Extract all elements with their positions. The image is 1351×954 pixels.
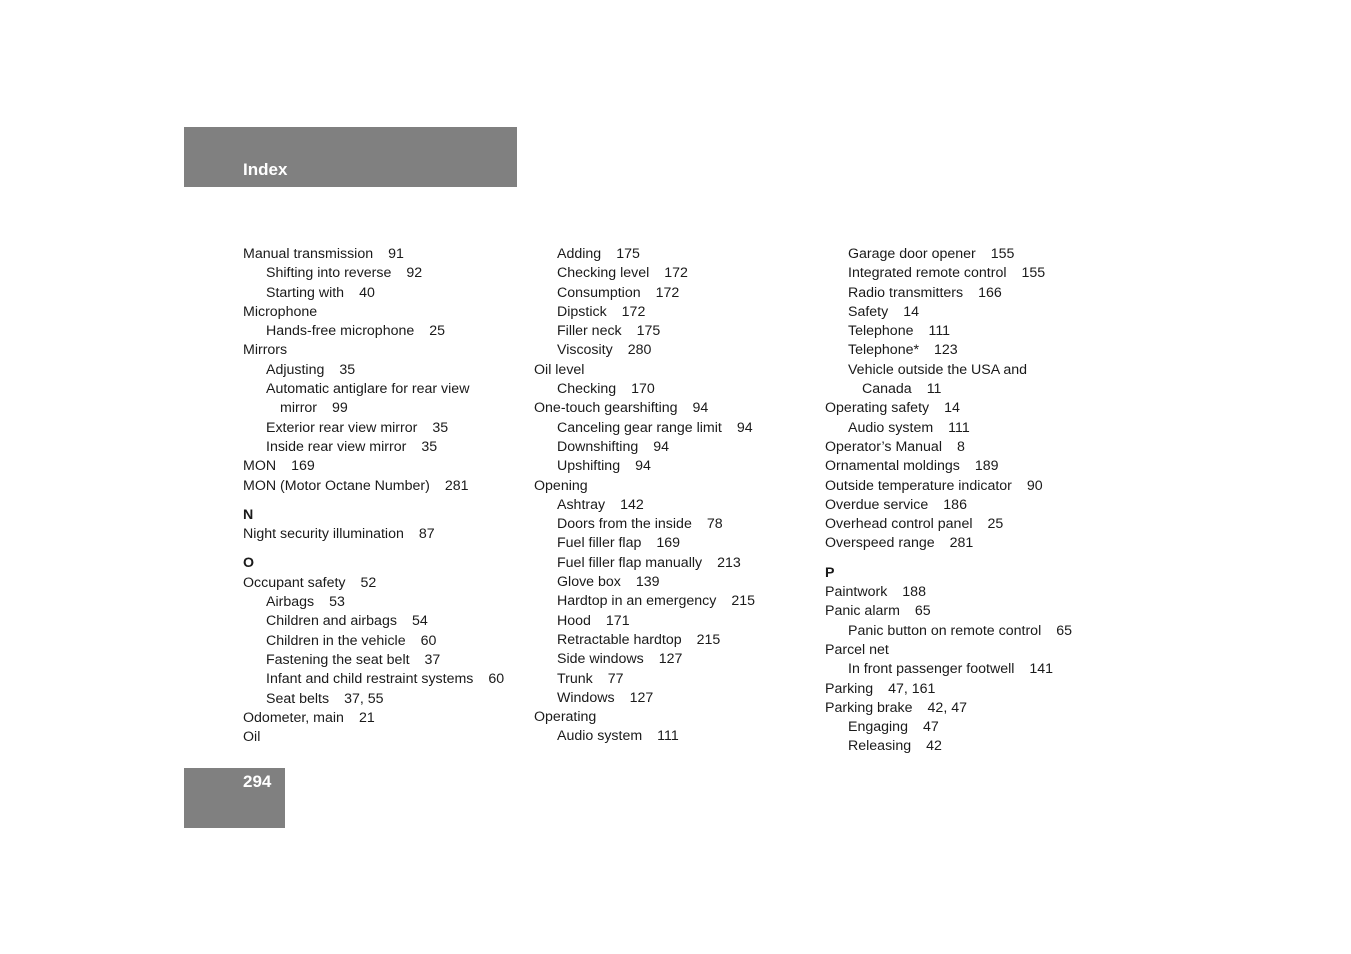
index-page-ref: 42 — [926, 738, 942, 755]
index-page-ref: 171 — [605, 612, 630, 629]
index-page-ref: 78 — [706, 516, 723, 533]
index-subentry — [243, 361, 504, 380]
index-term: Overdue service — [825, 496, 929, 513]
index-term: Odometer, main — [243, 709, 344, 726]
index-page-ref: 127 — [658, 651, 683, 668]
index-page-ref: 155 — [990, 246, 1015, 262]
index-term: Exterior rear view mirror — [266, 419, 418, 436]
index-page-ref: 25 — [429, 323, 446, 340]
index-entry — [243, 341, 504, 360]
index-entry — [825, 399, 1072, 418]
index-page-ref: 139 — [635, 574, 660, 591]
index-letter-heading: N — [243, 506, 254, 523]
index-entry — [825, 583, 1072, 602]
index-subentry — [825, 660, 1072, 679]
index-term: Engaging — [848, 719, 908, 736]
index-term: Windows — [557, 689, 615, 706]
index-subentry — [534, 650, 755, 669]
index-page-ref: 175 — [616, 246, 640, 262]
index-term: Vehicle outside the USA and — [848, 361, 1028, 378]
index-subentry — [243, 380, 504, 399]
index-page-ref: 186 — [943, 496, 967, 513]
index-entry — [825, 477, 1072, 496]
index-term: Telephone* — [848, 342, 919, 359]
index-page-ref: 37, 55 — [344, 690, 384, 707]
index-subentry — [243, 670, 504, 689]
index-subentry — [825, 341, 1072, 360]
index-subentry — [534, 592, 755, 611]
index-column-2 — [534, 245, 755, 747]
index-entry — [243, 303, 504, 322]
index-page-ref: 53 — [329, 594, 345, 611]
index-page-ref: 14 — [903, 303, 920, 320]
index-page-ref: 175 — [636, 323, 661, 340]
index-term: Children in the vehicle — [266, 632, 406, 649]
index-page-ref: 155 — [1021, 265, 1046, 282]
index-subentry — [825, 380, 1072, 399]
index-term: Garage door opener — [848, 246, 976, 262]
index-term: Integrated remote control — [848, 265, 1007, 282]
index-term: Seat belts — [266, 690, 330, 707]
index-term: Audio system — [848, 419, 934, 436]
index-term: Hardtop in an emergency — [557, 593, 717, 610]
index-page-ref: 91 — [388, 246, 404, 262]
index-term: Parking brake — [825, 699, 913, 716]
index-letter-heading: P — [825, 564, 835, 581]
index-subentry — [243, 612, 504, 631]
index-subentry — [243, 264, 504, 283]
index-term: mirror — [280, 400, 318, 417]
index-subentry — [534, 631, 755, 650]
index-entry — [243, 525, 504, 544]
index-term: Shifting into reverse — [266, 265, 392, 282]
index-page-ref: 47, 161 — [888, 680, 936, 697]
index-page-ref: 94 — [692, 400, 709, 417]
index-term: Dipstick — [557, 303, 607, 320]
index-subentry — [243, 399, 504, 418]
index-term: Ashtray — [557, 496, 606, 513]
index-subentry — [534, 573, 755, 592]
index-term: Side windows — [557, 651, 644, 668]
index-term: Automatic antiglare for rear view — [266, 381, 470, 398]
index-page-ref: 111 — [928, 323, 951, 340]
index-entry — [825, 641, 1072, 660]
index-subentry — [534, 245, 755, 264]
page-number-box — [184, 768, 285, 828]
index-term: Outside temperature indicator — [825, 477, 1012, 494]
index-entry — [825, 680, 1072, 699]
index-term: Trunk — [557, 670, 593, 687]
index-subentry — [534, 438, 755, 457]
index-term: Safety — [848, 303, 889, 320]
index-page-ref: 127 — [629, 689, 654, 706]
index-term: Manual transmission — [243, 246, 374, 262]
index-page-ref: 188 — [902, 584, 926, 601]
index-page-ref: 281 — [949, 535, 974, 552]
index-term: Canceling gear range limit — [557, 419, 722, 436]
index-term: Children and airbags — [266, 613, 397, 630]
index-page-ref: 99 — [332, 400, 348, 417]
index-term: Filler neck — [557, 323, 622, 340]
index-term: MON (Motor Octane Number) — [243, 477, 430, 494]
index-page-ref: 172 — [655, 284, 680, 301]
index-page-ref: 123 — [934, 342, 958, 359]
index-subentry — [534, 554, 755, 573]
index-page-ref: 14 — [944, 400, 960, 417]
index-term: Checking level — [557, 265, 650, 282]
index-term: Oil level — [534, 361, 585, 378]
section-header-bar — [184, 127, 517, 187]
index-entry — [825, 515, 1072, 534]
index-term: Inside rear view mirror — [266, 438, 407, 455]
index-page-ref: 94 — [736, 419, 753, 436]
index-page-ref: 172 — [621, 303, 646, 320]
index-subentry — [534, 322, 755, 341]
index-entry — [243, 574, 504, 593]
index-subentry — [534, 727, 755, 746]
index-subentry — [825, 419, 1072, 438]
index-page-ref: 280 — [627, 342, 652, 359]
index-subentry — [534, 515, 755, 534]
index-term: Starting with — [266, 284, 345, 301]
index-page-ref: 90 — [1026, 477, 1043, 494]
index-letter-heading: O — [243, 555, 255, 572]
index-subentry — [534, 689, 755, 708]
index-page-ref: 213 — [717, 554, 741, 571]
index-subentry — [825, 303, 1072, 322]
index-subentry — [825, 737, 1072, 756]
index-term: Upshifting — [557, 458, 621, 475]
index-page-ref: 37 — [424, 651, 441, 668]
index-term: Consumption — [557, 284, 641, 301]
index-term: In front passenger footwell — [848, 661, 1015, 678]
index-subentry — [534, 380, 755, 399]
index-term: Releasing — [848, 738, 912, 755]
index-term: Radio transmitters — [848, 284, 964, 301]
index-page-ref: 281 — [444, 477, 469, 494]
index-subentry — [534, 264, 755, 283]
index-term: MON — [243, 458, 277, 475]
index-page-ref: 65 — [1056, 622, 1073, 639]
index-page-ref: 215 — [696, 631, 721, 648]
index-entry — [534, 399, 755, 418]
index-page-ref: 52 — [360, 574, 377, 591]
index-subentry — [825, 718, 1072, 737]
index-subentry — [243, 419, 504, 438]
index-entry — [243, 728, 504, 747]
index-subentry — [825, 322, 1072, 341]
index-term: Infant and child restraint systems — [266, 671, 474, 688]
index-page-ref: 141 — [1029, 661, 1054, 678]
index-column-1 — [243, 245, 504, 747]
index-subentry — [243, 438, 504, 457]
index-page-ref: 169 — [291, 458, 315, 475]
index-page-ref: 172 — [664, 265, 688, 282]
index-term: Panic button on remote control — [848, 622, 1042, 639]
index-term: Opening — [534, 477, 588, 494]
index-subentry — [825, 264, 1072, 283]
index-term: Canada — [862, 381, 912, 398]
index-page-ref: 142 — [620, 496, 644, 513]
index-subentry — [243, 322, 504, 341]
index-entry — [243, 245, 504, 264]
index-term: Night security illumination — [243, 526, 404, 543]
index-term: Telephone — [848, 323, 914, 340]
index-page-ref: 169 — [656, 535, 681, 552]
index-term: Adding — [557, 246, 602, 262]
index-subentry — [534, 457, 755, 476]
index-subentry — [243, 284, 504, 303]
index-page-ref: 11 — [926, 381, 942, 398]
index-page-ref: 65 — [914, 603, 931, 620]
index-page-ref: 87 — [418, 526, 435, 543]
index-entry — [243, 477, 504, 496]
index-term: Retractable hardtop — [557, 631, 682, 648]
index-page-ref: 60 — [420, 632, 437, 649]
index-term: One-touch gearshifting — [534, 400, 678, 417]
index-entry — [534, 708, 755, 727]
index-page-ref: 35 — [432, 419, 449, 436]
index-subentry — [534, 341, 755, 360]
index-subentry — [534, 612, 755, 631]
index-term: Operator’s Manual — [825, 438, 942, 455]
index-page-ref: 25 — [987, 516, 1004, 533]
index-term: Airbags — [266, 594, 315, 611]
index-term: Panic alarm — [825, 603, 900, 620]
index-page-ref: 35 — [421, 438, 438, 455]
index-term: Operating safety — [825, 400, 930, 417]
index-subentry — [825, 284, 1072, 303]
index-page-ref: 111 — [657, 728, 679, 745]
index-term: Paintwork — [825, 584, 888, 601]
index-page-ref: 40 — [359, 284, 375, 301]
index-term: Checking — [557, 381, 617, 398]
index-term: Parcel net — [825, 641, 889, 658]
index-entry — [243, 457, 504, 476]
index-entry — [825, 534, 1072, 553]
index-page-ref: 92 — [406, 265, 423, 282]
index-page-ref: 94 — [635, 458, 651, 475]
index-subentry — [825, 245, 1072, 264]
index-page-ref: 170 — [631, 381, 655, 398]
index-term: Oil — [243, 729, 261, 746]
index-page-ref: 35 — [339, 361, 356, 378]
index-entry — [825, 457, 1072, 476]
index-page-ref: 77 — [607, 670, 624, 687]
index-subentry — [243, 632, 504, 651]
index-term: Ornamental moldings — [825, 458, 960, 475]
page-number: 294 — [243, 772, 272, 791]
index-column-3 — [825, 245, 1072, 757]
index-term: Hands-free microphone — [266, 323, 415, 340]
index-term: Adjusting — [266, 361, 325, 378]
index-term: Glove box — [557, 574, 621, 591]
index-term: Fuel filler flap — [557, 535, 642, 552]
index-subentry — [534, 534, 755, 553]
index-page-ref: 189 — [974, 458, 999, 475]
index-entry — [825, 602, 1072, 621]
index-entry — [243, 709, 504, 728]
index-term: Overspeed range — [825, 535, 935, 552]
index-subentry — [534, 670, 755, 689]
index-term: Fuel filler flap manually — [557, 554, 703, 571]
index-entry — [825, 699, 1072, 718]
index-term: Doors from the inside — [557, 516, 692, 533]
index-term: Viscosity — [557, 342, 613, 359]
index-term: Hood — [557, 612, 591, 629]
index-page-ref: 215 — [731, 593, 755, 610]
index-page-ref: 166 — [978, 284, 1002, 301]
index-term: Microphone — [243, 303, 318, 320]
index-subentry — [243, 593, 504, 612]
index-page-ref: 54 — [411, 613, 428, 630]
index-page-ref: 42, 47 — [927, 699, 967, 716]
index-page-ref: 8 — [956, 438, 965, 455]
index-page-ref: 94 — [653, 438, 670, 455]
index-subentry — [243, 651, 504, 670]
index-term: Fastening the seat belt — [266, 651, 410, 668]
index-subentry — [534, 303, 755, 322]
index-entry — [825, 438, 1072, 457]
index-subentry — [825, 361, 1072, 380]
index-page-ref: 111 — [948, 419, 970, 436]
index-term: Operating — [534, 709, 597, 726]
index-term: Parking — [825, 680, 874, 697]
index-page-ref: 21 — [358, 709, 375, 726]
index-subentry — [534, 284, 755, 303]
index-term: Mirrors — [243, 342, 288, 359]
index-term: Occupant safety — [243, 574, 346, 591]
index-subentry — [825, 622, 1072, 641]
index-subentry — [534, 496, 755, 515]
index-page-ref: 60 — [488, 671, 505, 688]
index-entry — [534, 361, 755, 380]
index-term: Audio system — [557, 728, 643, 745]
index-term: Downshifting — [557, 438, 639, 455]
index-entry — [825, 496, 1072, 515]
index-subentry — [243, 690, 504, 709]
index-subentry — [534, 419, 755, 438]
index-page-ref: 47 — [922, 719, 939, 736]
index-entry — [534, 477, 755, 496]
section-title: Index — [243, 160, 288, 179]
index-term: Overhead control panel — [825, 516, 973, 533]
